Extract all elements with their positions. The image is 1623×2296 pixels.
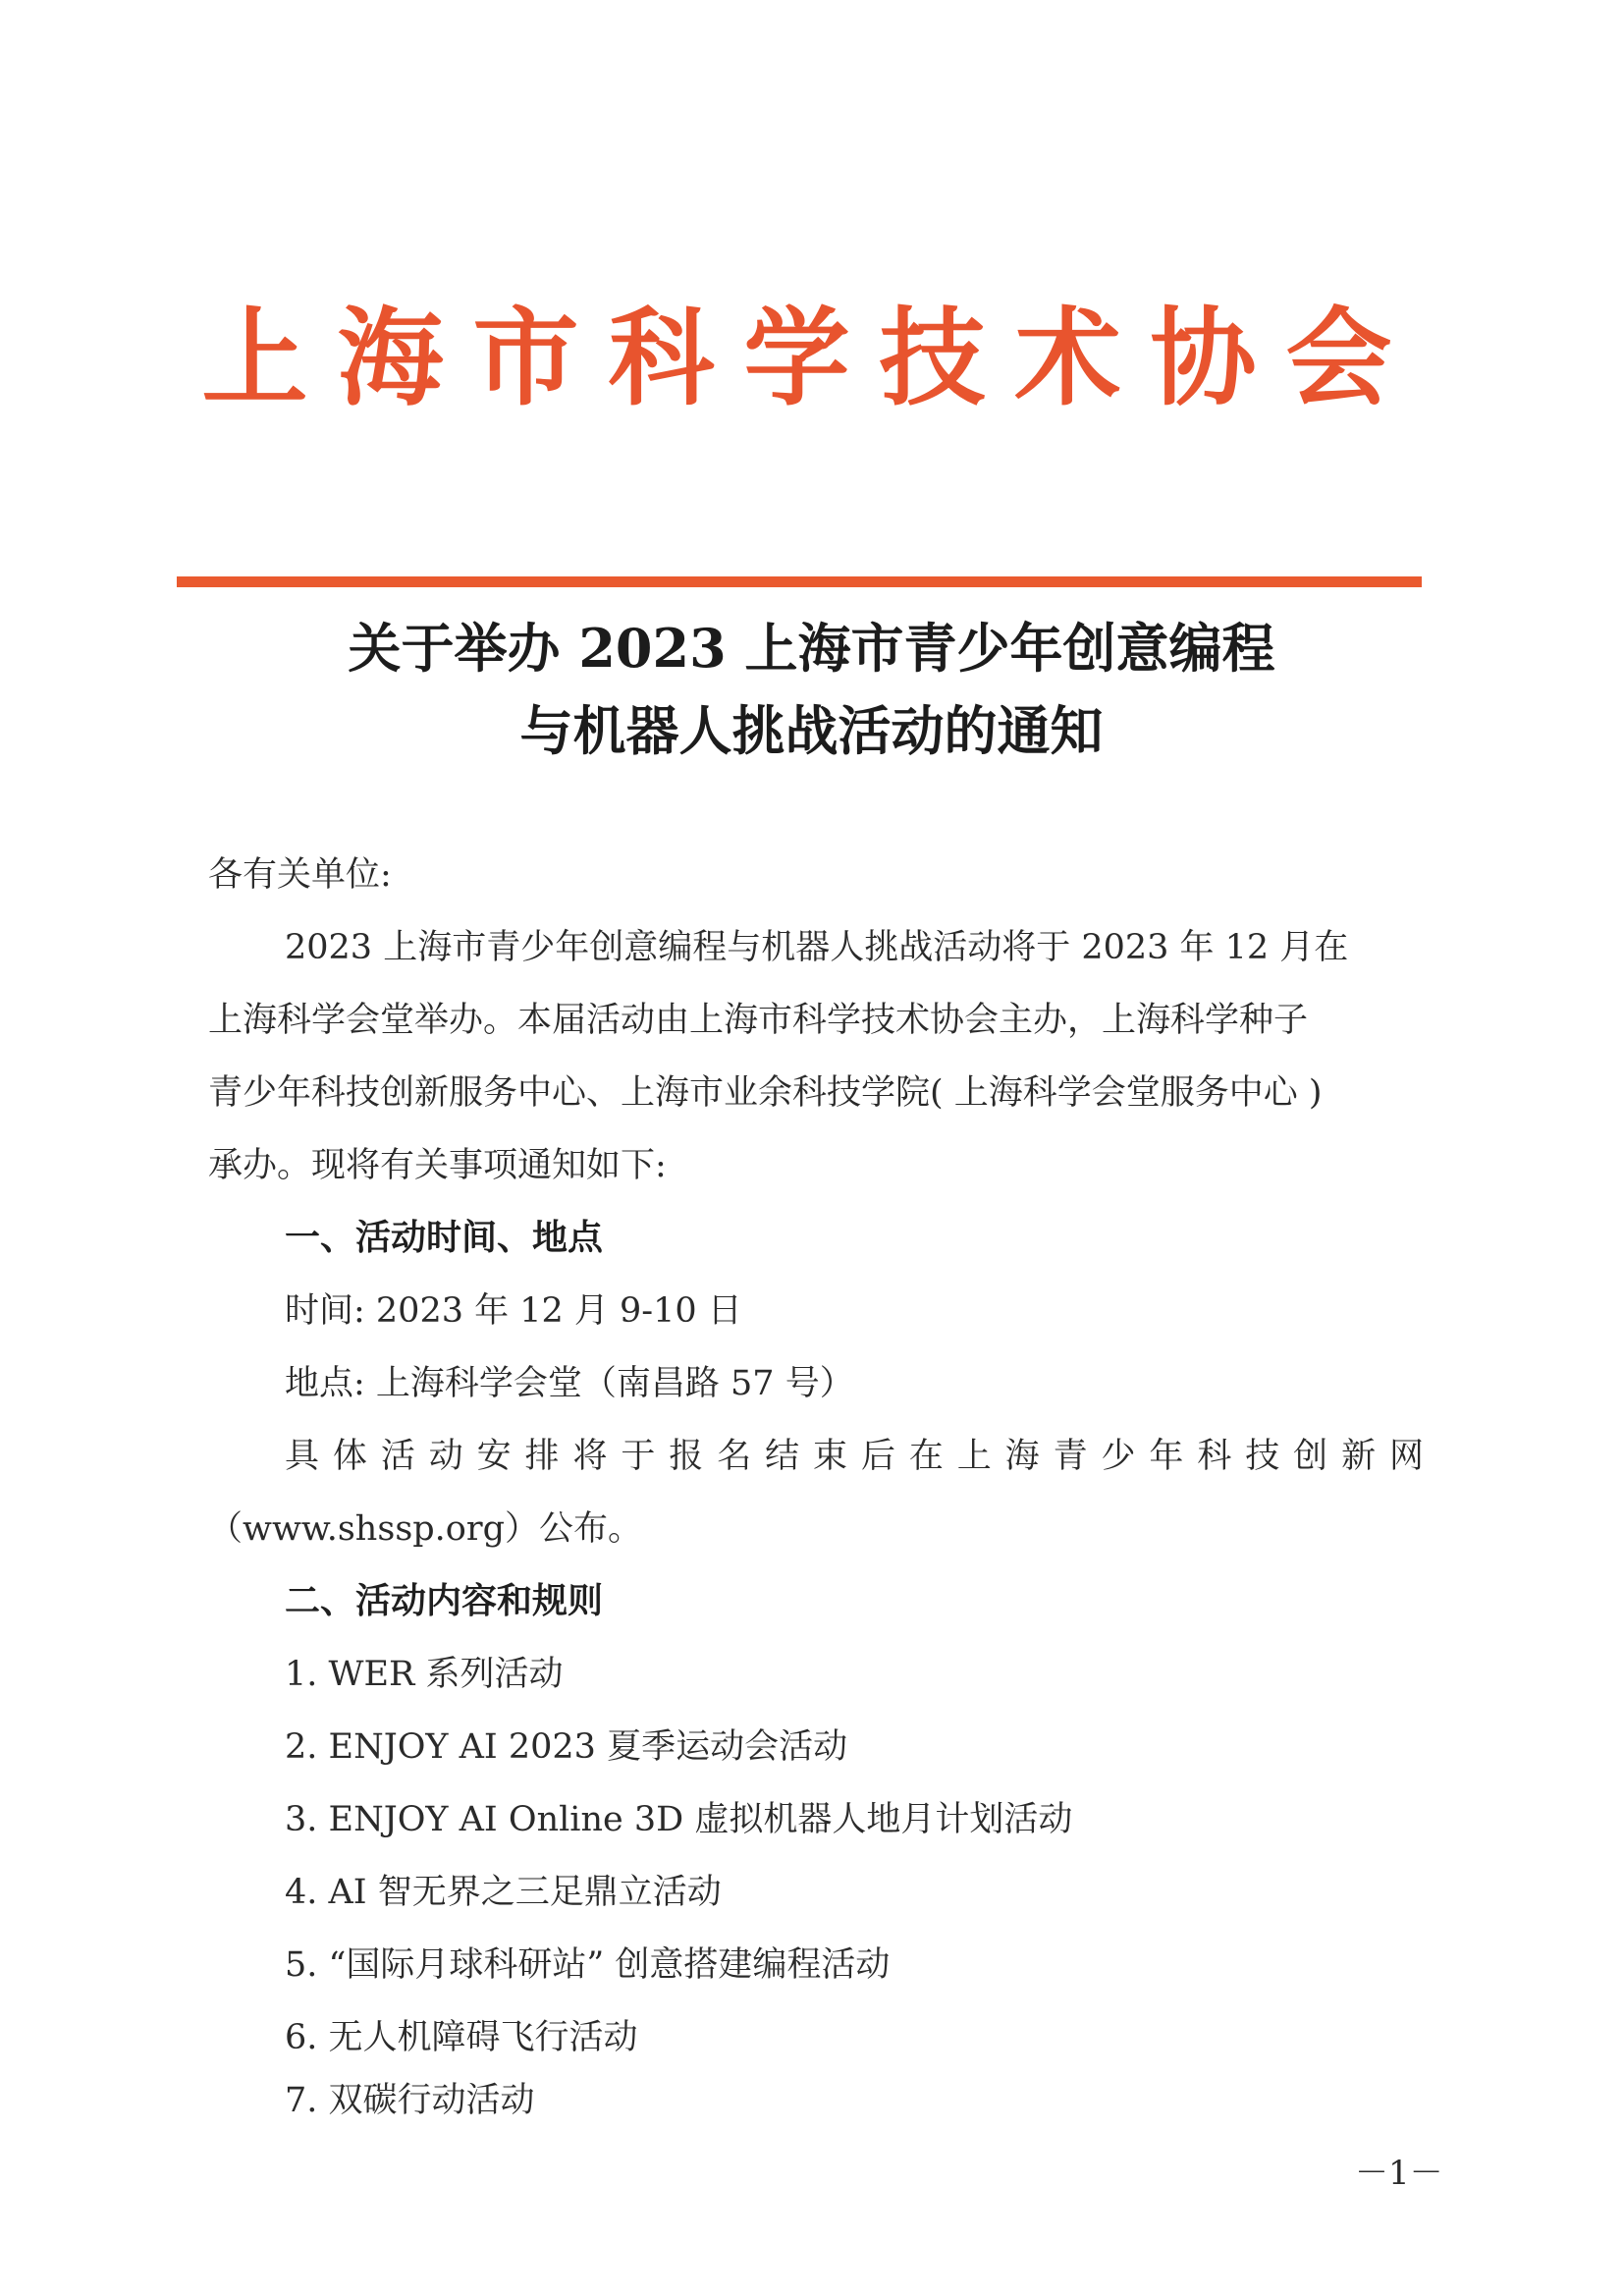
intro-line-3: 青少年科技创新服务中心、上海市业余科技学院( 上海科学会堂服务中心 ) (208, 1073, 1323, 1113)
list-item: 4. AI 智无界之三足鼎立活动 (285, 1873, 722, 1912)
arrangement-line-1: 具体活动安排将于报名结束后在上海青少年科技创新网 (285, 1437, 1424, 1476)
section-heading-content-rules: 二、活动内容和规则 (285, 1581, 604, 1621)
list-item: 5. “国际月球科研站” 创意搭建编程活动 (285, 1945, 891, 1985)
salutation: 各有关单位: (208, 855, 392, 895)
list-item: 3. ENJOY AI Online 3D 虚拟机器人地月计划活动 (285, 1800, 1073, 1839)
list-item: 7. 双碳行动活动 (285, 2081, 535, 2120)
list-item: 1. WER 系列活动 (285, 1655, 564, 1694)
page-number: －1－ (1355, 2154, 1443, 2193)
event-place: 地点: 上海科学会堂（南昌路 57 号） (285, 1364, 854, 1403)
section-heading-time-place: 一、活动时间、地点 (285, 1218, 604, 1258)
arrangement-line-2: （www.shssp.org）公布。 (208, 1509, 643, 1549)
event-time: 时间: 2023 年 12 月 9-10 日 (285, 1291, 742, 1331)
intro-line-2: 上海科学会堂举办。本届活动由上海市科学技术协会主办，上海科学种子 (208, 1001, 1309, 1040)
intro-line-1: 2023 上海市青少年创意编程与机器人挑战活动将于 2023 年 12 月在 (285, 928, 1349, 967)
list-item: 2. ENJOY AI 2023 夏季运动会活动 (285, 1727, 848, 1767)
notice-title-line-2: 与机器人挑战活动的通知 (519, 699, 1104, 762)
list-item: 6. 无人机障碍飞行活动 (285, 2018, 638, 2057)
letterhead-org-name: 上海市科学技术协会 (201, 297, 1422, 420)
intro-line-4: 承办。现将有关事项通知如下: (208, 1146, 667, 1185)
letterhead-red-rule (177, 576, 1422, 587)
notice-title-line-1: 关于举办 2023 上海市青少年创意编程 (348, 617, 1275, 680)
